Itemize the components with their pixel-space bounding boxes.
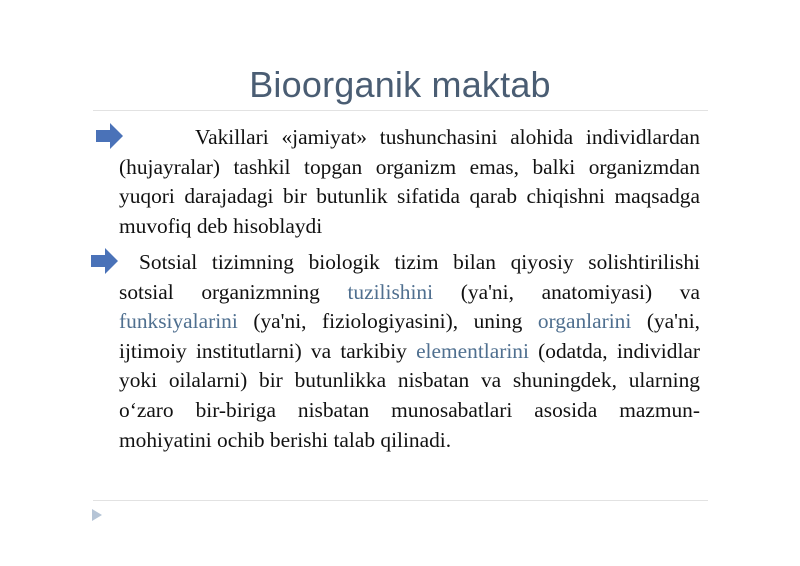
footer-divider: [93, 500, 708, 501]
term-funksiyalarini: funksiyalarini: [119, 309, 238, 334]
paragraph-2: [119, 248, 700, 455]
next-slide-triangle-right-icon[interactable]: [91, 508, 103, 522]
paragraph-2-seg2: (ya'ni, anatomiyasi) va: [433, 279, 700, 304]
slide-title: Bioorganik maktab: [249, 64, 551, 105]
paragraph-2-seg1: Sotsial tizimning biologik tizim bilan qiyosiy solishtirilishi sotsial organizmning: [119, 250, 700, 304]
paragraph-2-seg5: (odatda, individlar yoki oilalarni) bir butunlikka nisbatan va shuningdek, ularning o‘zaro bir-biriga nisbatan munosabatlari asosida mazmun-mohiyatini ochib berishi talab qilinadi.: [119, 338, 701, 452]
term-elementlarini: elementlarini: [416, 338, 529, 363]
term-tuzilishini: tuzilishini: [347, 279, 434, 304]
paragraph-2-seg3: (ya'ni, fiziologiyasini), uning: [237, 309, 538, 334]
bullet-2-right-arrow-icon: [91, 248, 119, 274]
term-organlarini: organlarini: [537, 309, 632, 334]
paragraph-2-seg4: (ya'ni, ijtimoiy institutlarni) va tarkibiy: [119, 309, 700, 363]
paragraph-1-text: Vakillari «jamiyat» tushunchasini alohida individlardan (hujayralar) tashkil topgan organizm emas, balki organizmdan yuqori darajadagi bir butunlik sifatida qarab chiqishni maqsadga muvofiq deb hisoblaydi: [119, 125, 700, 238]
title-divider: [93, 110, 708, 111]
paragraph-1: [119, 123, 700, 241]
